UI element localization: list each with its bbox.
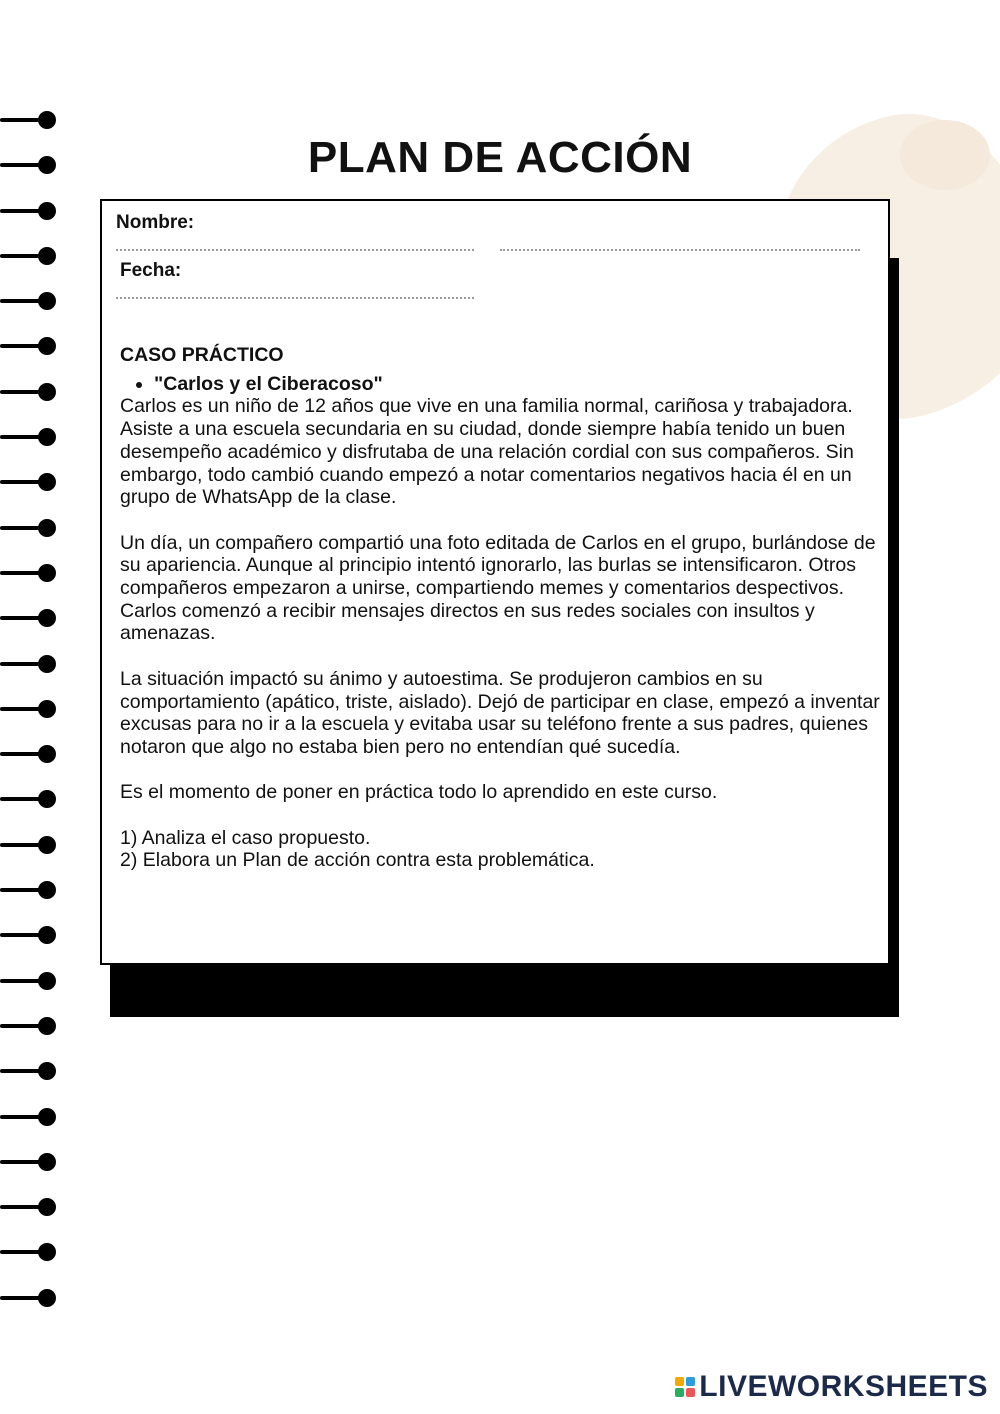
spiral-ring (0, 564, 60, 609)
spiral-wire (0, 299, 42, 303)
spiral-hole (38, 790, 56, 808)
case-content (120, 344, 880, 872)
case-bullet-list (120, 373, 880, 396)
case-paragraph-1: Carlos es un niño de 12 años que vive en una familia normal, cariñosa y trabajadora. Asiste a una escuela secundaria en su ciudad, donde siempre había tenido un buen desempeño académico y disfrutaba de una relación cordial con sus compañeros. Sin embargo, todo cambió cuando empezó a notar comentarios negativos hacia él en un grupo de WhatsApp de la clase. (120, 395, 854, 509)
spiral-hole (38, 609, 56, 627)
spiral-ring (0, 836, 60, 881)
spiral-ring (0, 745, 60, 790)
spiral-hole (38, 745, 56, 763)
spiral-hole (38, 473, 56, 491)
spiral-wire (0, 480, 42, 484)
spiral-ring (0, 972, 60, 1017)
spiral-hole (38, 1017, 56, 1035)
spiral-wire (0, 254, 42, 258)
case-paragraph-4: Es el momento de poner en práctica todo lo aprendido en este curso. (120, 781, 718, 804)
spiral-wire (0, 933, 42, 937)
spiral-hole (38, 1243, 56, 1261)
spiral-ring (0, 1108, 60, 1153)
spiral-ring (0, 1289, 60, 1334)
spiral-ring (0, 473, 60, 518)
liveworksheets-logo-icon (675, 1377, 695, 1397)
spiral-hole (38, 926, 56, 944)
spiral-hole (38, 700, 56, 718)
spiral-ring (0, 247, 60, 292)
spiral-wire (0, 1115, 42, 1119)
worksheet-card (100, 199, 890, 965)
spiral-ring (0, 1062, 60, 1107)
case-heading: CASO PRÁCTICO (120, 344, 284, 366)
spiral-wire (0, 797, 42, 801)
spiral-hole (38, 1108, 56, 1126)
date-label: Fecha: (120, 260, 182, 281)
spiral-hole (38, 383, 56, 401)
task-step-1: 1) Analiza el caso propuesto. (120, 826, 371, 849)
spiral-ring (0, 1198, 60, 1243)
spiral-hole (38, 972, 56, 990)
spiral-ring (0, 1243, 60, 1288)
task-step-2: 2) Elabora un Plan de acción contra esta problemática. (120, 849, 595, 872)
spiral-wire (0, 435, 42, 439)
spiral-wire (0, 1296, 42, 1300)
name-line-1 (116, 249, 474, 251)
spiral-wire (0, 843, 42, 847)
spiral-hole (38, 655, 56, 673)
spiral-hole (38, 292, 56, 310)
case-paragraph-3: La situación impactó su ánimo y autoestima. Se produjeron cambios en su comportamiento (apático, triste, aislado). Dejó de participar en clase, empezó a inventar excusas para no ir a la escuela y evitaba usar su teléfono frente a sus padres, quienes notaron que algo no estaba bien pero no entendían qué sucedía. (120, 667, 880, 758)
spiral-hole (38, 881, 56, 899)
spiral-wire (0, 118, 42, 122)
spiral-ring (0, 383, 60, 428)
name-label: Nombre: (116, 212, 195, 233)
spiral-wire (0, 1024, 42, 1028)
spiral-ring (0, 428, 60, 473)
spiral-wire (0, 571, 42, 575)
spiral-hole (38, 519, 56, 537)
spiral-ring (0, 790, 60, 835)
date-line (116, 297, 474, 299)
spiral-wire (0, 1069, 42, 1073)
spiral-ring (0, 1153, 60, 1198)
spiral-ring (0, 609, 60, 654)
spiral-ring (0, 519, 60, 564)
spiral-wire (0, 979, 42, 983)
spiral-wire (0, 209, 42, 213)
spiral-hole (38, 1198, 56, 1216)
spiral-hole (38, 1153, 56, 1171)
spiral-hole (38, 428, 56, 446)
spiral-wire (0, 1205, 42, 1209)
spiral-wire (0, 616, 42, 620)
spiral-ring (0, 881, 60, 926)
spiral-ring (0, 292, 60, 337)
spiral-binding (0, 111, 60, 1334)
spiral-wire (0, 707, 42, 711)
spiral-wire (0, 526, 42, 530)
spiral-ring (0, 926, 60, 971)
spiral-hole (38, 1062, 56, 1080)
brand-name: LIVEWORKSHEETS (699, 1370, 988, 1403)
spiral-hole (38, 836, 56, 854)
spiral-wire (0, 1250, 42, 1254)
spiral-hole (38, 247, 56, 265)
spiral-hole (38, 564, 56, 582)
spiral-wire (0, 752, 42, 756)
spiral-wire (0, 1160, 42, 1164)
spiral-hole (38, 337, 56, 355)
spiral-wire (0, 888, 42, 892)
spiral-wire (0, 390, 42, 394)
spiral-hole (38, 111, 56, 129)
spiral-wire (0, 344, 42, 348)
case-paragraph-2: Un día, un compañero compartió una foto editada de Carlos en el grupo, burlándose de su apariencia. Aunque al principio intentó ignorarlo, las burlas se intensificaron. Otros compañeros empezaron a unirse, compartiendo memes y comentarios despectivos. Carlos comenzó a recibir mensajes directos en sus redes sociales con insultos y amenazas. (120, 531, 876, 645)
spiral-ring (0, 202, 60, 247)
spiral-ring (0, 700, 60, 745)
liveworksheets-brand (675, 1370, 988, 1404)
spiral-ring (0, 1017, 60, 1062)
name-line-2 (500, 249, 860, 251)
case-title-bullet: • "Carlos y el Ciberacoso" (154, 373, 880, 396)
spiral-ring (0, 655, 60, 700)
spiral-hole (38, 202, 56, 220)
spiral-ring (0, 337, 60, 382)
page-title: PLAN DE ACCIÓN (307, 133, 693, 182)
spiral-hole (38, 1289, 56, 1307)
spiral-wire (0, 662, 42, 666)
